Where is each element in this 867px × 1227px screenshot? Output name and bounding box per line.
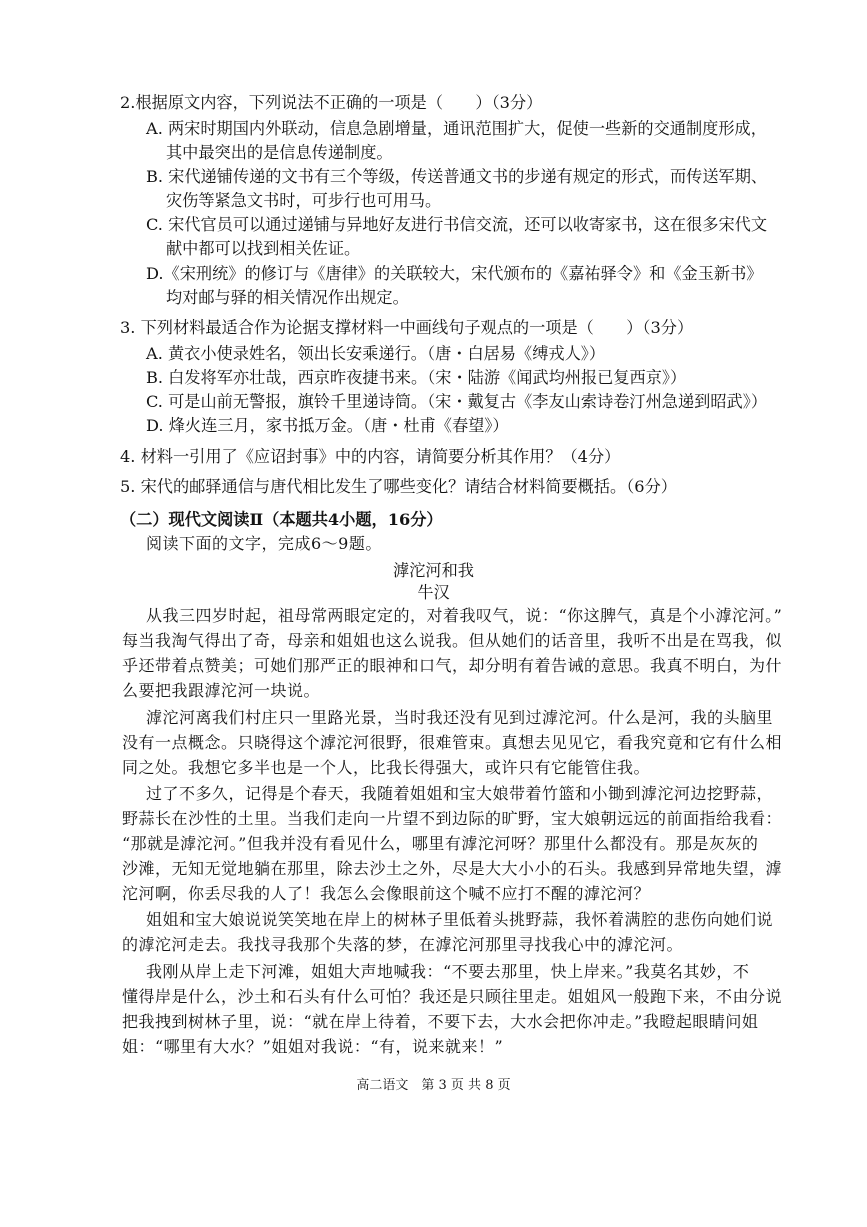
question-5: 5. 宋代的邮驿通信与唐代相比发生了哪些变化？请结合材料简要概括。（6分） xyxy=(120,477,677,496)
q2-option-a-cont: 其中最突出的是信息传递制度。 xyxy=(166,143,393,162)
article-line: 滹沱河离我们村庄只一里路光景，当时我还没有见到过滹沱河。什么是河，我的头脑里 xyxy=(146,708,774,727)
article-line: 姐：“哪里有大水？”姐姐对我说：“有，说来就来！” xyxy=(122,1037,504,1056)
section-instruction: 阅读下面的文字，完成6～9题。 xyxy=(146,534,382,553)
article-line: 么要把我跟滹沱河一块说。 xyxy=(122,681,321,700)
article-line: 野蒜长在沙性的土里。当我们走向一片望不到边际的旷野，宝大娘朝远远的前面指给我看： xyxy=(122,809,783,828)
article-line: 懂得岸是什么，沙土和石头有什么可怕？我还是只顾往里走。姐姐风一般跑下来，不由分说 xyxy=(122,987,783,1006)
article-author: 牛汉 xyxy=(417,583,450,602)
question-4: 4. 材料一引用了《应诏封事》中的内容，请简要分析其作用？（4分） xyxy=(120,447,621,466)
article-line: 乎还带着点赞美；可她们那严正的眼神和口气，却分明有着告诫的意思。我真不明白，为什 xyxy=(122,656,783,675)
article-line: 同之处。我想它多半也是一个人，比我长得强大，或许只有它能管住我。 xyxy=(122,758,651,777)
page-footer: 高二语文 第 3 页 共 8 页 xyxy=(356,1078,511,1093)
section-heading: （二）现代文阅读Ⅱ（本题共4小题，16分） xyxy=(120,510,443,529)
article-line: 的滹沱河走去。我找寻我那个失落的梦，在滹沱河那里寻找我心中的滹沱河。 xyxy=(122,935,684,954)
q2-option-d: D.《宋刑统》的修订与《唐律》的关联较大，宋代颁布的《嘉祐驿令》和《金玉新书》 xyxy=(146,264,763,283)
q3-option-b: B. 白发将军亦壮哉，西京昨夜捷书来。（宋・陆游《闻武均州报已复西京》） xyxy=(146,368,687,387)
article-line: 没有一点概念。只晓得这个滹沱河很野，很难管束。真想去见见它，看我究竟和它有什么相 xyxy=(122,733,783,752)
article-line: 我刚从岸上走下河滩，姐姐大声地喊我：“不要去那里，快上岸来。”我莫名其妙，不 xyxy=(146,962,750,981)
article-line: 每当我淘气得出了奇，母亲和姐姐也这么说我。但从她们的话音里，我听不出是在骂我，似 xyxy=(122,631,783,650)
article-line: 把我拽到树林子里，说：“就在岸上待着，不要下去，大水会把你冲走。”我瞪起眼睛问姐 xyxy=(122,1012,759,1031)
article-line: 姐姐和宝大娘说说笑笑地在岸上的树林子里低着头挑野蒜，我怀着满腔的悲伤向她们说 xyxy=(146,910,774,929)
article-line: 过了不多久，记得是个春天，我随着姐姐和宝大娘带着竹篮和小锄到滹沱河边挖野蒜， xyxy=(146,784,774,803)
question-2-stem: 2.根据原文内容，下列说法不正确的一项是（ ）（3分） xyxy=(120,93,543,112)
q2-option-a: A. 两宋时期国内外联动，信息急剧增量，通讯范围扩大，促使一些新的交通制度形成， xyxy=(146,119,767,138)
q2-option-b-cont: 灾伤等紧急文书时，可步行也可用马。 xyxy=(166,191,442,210)
q2-option-c: C. 宋代官员可以通过递铺与异地好友进行书信交流，还可以收寄家书，这在很多宋代文 xyxy=(146,215,768,234)
q3-option-d: D. 烽火连三月，家书抵万金。（唐・杜甫《春望》） xyxy=(146,416,509,435)
article-line: 从我三四岁时起，祖母常两眼定定的，对着我叹气，说：“你这脾气，真是个小滹沱河。” xyxy=(146,606,783,625)
article-line: 沱河啊，你丢尽我的人了！我怎么会像眼前这个喊不应打不醒的滹沱河？ xyxy=(122,884,651,903)
q2-option-c-cont: 献中都可以找到相关佐证。 xyxy=(166,239,361,258)
article-line: “那就是滹沱河。”但我并没有看见什么，哪里有滹沱河呀？那里什么都没有。那是灰灰的 xyxy=(122,834,759,853)
question-3-stem: 3. 下列材料最适合作为论据支撑材料一中画线句子观点的一项是（ ）（3分） xyxy=(120,318,694,337)
q3-option-c: C. 可是山前无警报，旗铃千里递诗筒。（宋・戴复古《李友山索诗卷汀州急递到昭武》） xyxy=(146,392,768,411)
q2-option-d-cont: 均对邮与驿的相关情况作出规定。 xyxy=(166,288,409,307)
q3-option-a: A. 黄衣小使录姓名，领出长安乘递行。（唐・白居易《缚戎人》） xyxy=(146,344,606,363)
q2-option-b: B. 宋代递铺传递的文书有三个等级，传送普通文书的步递有规定的形式，而传送军期、 xyxy=(146,167,768,186)
article-line: 沙滩，无知无觉地躺在那里，除去沙土之外，尽是大大小小的石头。我感到异常地失望，滹 xyxy=(122,859,783,878)
article-title: 滹沱河和我 xyxy=(393,561,474,580)
